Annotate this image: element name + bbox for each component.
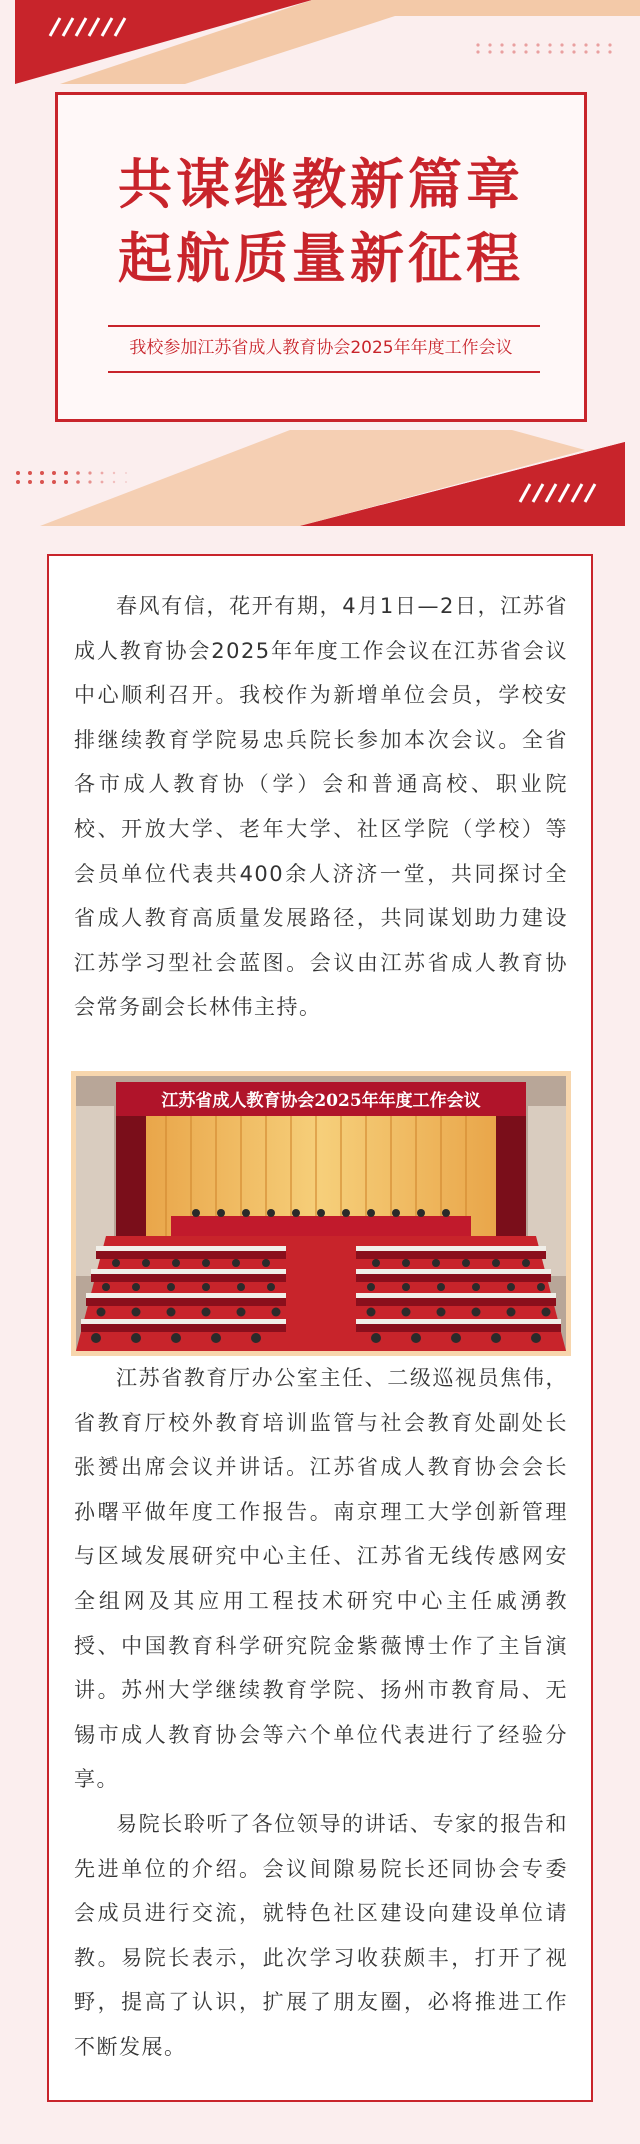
article-paragraph-3: 易院长聆听了各位领导的讲话、专家的报告和先进单位的介绍。会议间隙易院长还同协会专委会成员进行交流，就特色社区建设向建设单位请教。易院长表示，此次学习收获颇丰，打开了视野，提高了认识，扩展了朋友圈，必将推进工作不断发展。 bbox=[74, 1812, 568, 2059]
subtitle-rule-bottom bbox=[108, 371, 540, 373]
photo-banner-text: 江苏省成人教育协会2025年年度工作会议 bbox=[161, 1091, 481, 1111]
title-line-1: 共谋继教新篇章 bbox=[118, 153, 524, 216]
subtitle-rule-top bbox=[108, 325, 540, 327]
title-box bbox=[55, 92, 587, 422]
subtitle: 我校参加江苏省成人教育协会2025年年度工作会议 bbox=[129, 338, 513, 358]
dot-row-top bbox=[476, 43, 611, 53]
article-box bbox=[47, 554, 593, 2102]
dot-row-bottom bbox=[16, 471, 127, 484]
bottom-decoration bbox=[0, 430, 640, 530]
title-line-2: 起航质量新征程 bbox=[118, 227, 524, 290]
conference-hall-image bbox=[76, 1076, 566, 1351]
article-paragraph-1: 春风有信，花开有期，4月1日—2日，江苏省成人教育协会2025年年度工作会议在江苏省会议中心顺利召开。我校作为新增单位会员，学校安排继续教育学院易忠兵院长参加本次会议。全省各市成人教育协（学）会和普通高校、职业院校、开放大学、老年大学、社区学院（学校）等会员单位代表共400余人济济一堂，共同探讨全省成人教育高质量发展路径，共同谋划助力建设江苏学习型社会蓝图。会议由江苏省成人教育协会常务副会长林伟主持。 bbox=[74, 594, 568, 1020]
article-paragraph-2: 江苏省教育厅办公室主任、二级巡视员焦伟，省教育厅校外教育培训监管与社会教育处副处长张赟出席会议并讲话。江苏省成人教育协会会长孙曙平做年度工作报告。南京理工大学创新管理与区域发展研究中心主任、江苏省无线传感网安全组网及其应用工程技术研究中心主任戚湧教授、中国教育科学研究院金紫薇博士作了主旨演讲。苏州大学继续教育学院、扬州市教育局、无锡市成人教育协会等六个单位代表进行了经验分享。 bbox=[74, 1366, 568, 1792]
top-decoration bbox=[0, 0, 640, 92]
conference-photo bbox=[71, 1071, 571, 1356]
